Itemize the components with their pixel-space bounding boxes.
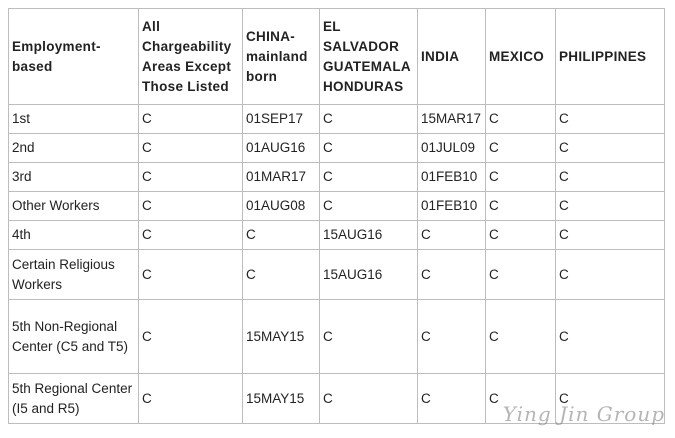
table-cell: 01AUG08 [243,192,320,221]
table-cell: C [486,105,556,134]
table-row [9,250,665,300]
table-cell: 15MAY15 [243,300,320,374]
table-row [9,300,665,374]
table-cell: 01MAR17 [243,163,320,192]
table-cell: C [418,250,486,300]
table-cell: C [556,221,665,250]
table-cell: C [486,300,556,374]
table-cell: C [320,300,418,374]
table-cell: C [486,250,556,300]
header-employment-based: Employment-based [9,9,139,105]
table-cell: C [139,105,243,134]
header-all-chargeability: All Chargeability Areas Except Those Listed [139,9,243,105]
table-cell: C [320,192,418,221]
table-cell: 15MAY15 [243,374,320,424]
table-cell: C [139,300,243,374]
table-cell: 01SEP17 [243,105,320,134]
table-cell: Other Workers [9,192,139,221]
table-row [9,192,665,221]
visa-bulletin-table [8,8,665,424]
table-cell: 5th Non-Regional Center (C5 and T5) [9,300,139,374]
table-cell: C [486,374,556,424]
table-row [9,221,665,250]
table-cell: C [139,192,243,221]
table-cell: 01FEB10 [418,192,486,221]
table-row [9,105,665,134]
table-cell: C [556,300,665,374]
table-cell: 5th Regional Center (I5 and R5) [9,374,139,424]
table-cell: C [320,163,418,192]
header-el-salvador: EL SALVADOR GUATEMALA HONDURAS [320,9,418,105]
table-cell: C [556,250,665,300]
table-cell: 01FEB10 [418,163,486,192]
header-india: INDIA [418,9,486,105]
table-cell: C [243,221,320,250]
header-philippines: PHILIPPINES [556,9,665,105]
table-cell: 1st [9,105,139,134]
table-cell: C [139,374,243,424]
header-row [9,9,665,105]
table-cell: C [418,300,486,374]
table-cell: C [243,250,320,300]
table-cell: 01JUL09 [418,134,486,163]
header-china: CHINA-mainland born [243,9,320,105]
watermark-logo: Ying Jin Group [502,402,665,426]
table-cell: 01AUG16 [243,134,320,163]
table-cell: 3rd [9,163,139,192]
table-cell: C [320,105,418,134]
table-cell: C [486,163,556,192]
table-cell: Certain Religious Workers [9,250,139,300]
table-row [9,163,665,192]
table-cell: C [486,192,556,221]
table-cell: 15AUG16 [320,250,418,300]
table-cell: C [320,374,418,424]
table-cell: C [139,221,243,250]
table-cell: C [556,134,665,163]
table-cell: C [139,163,243,192]
table-cell: C [556,105,665,134]
table-cell: C [556,374,665,424]
header-mexico: MEXICO [486,9,556,105]
table-cell: C [320,134,418,163]
table-cell: C [556,192,665,221]
table-cell: C [418,374,486,424]
table-cell: 15MAR17 [418,105,486,134]
table-cell: 15AUG16 [320,221,418,250]
table-cell: C [486,221,556,250]
table-cell: C [139,250,243,300]
table-cell: C [418,221,486,250]
table-cell: 4th [9,221,139,250]
table-cell: C [556,163,665,192]
table-cell: C [139,134,243,163]
table-cell: C [486,134,556,163]
table-cell: 2nd [9,134,139,163]
table-row [9,134,665,163]
